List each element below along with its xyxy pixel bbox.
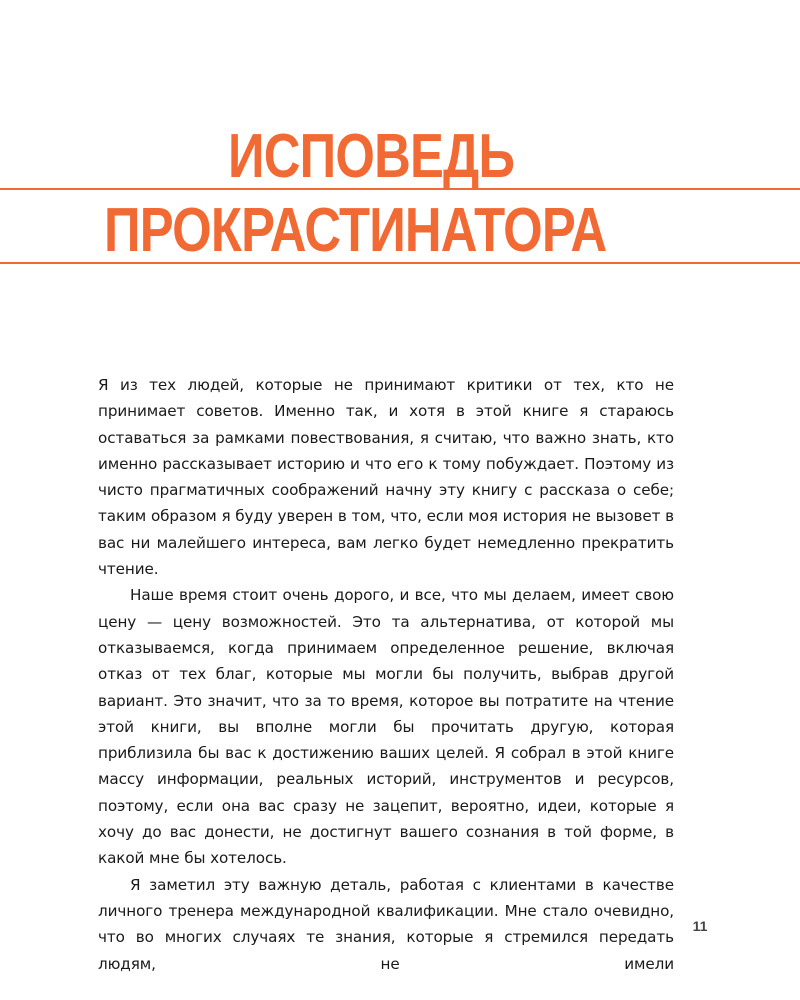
body-text (98, 372, 674, 977)
chapter-title-line-1: ИСПОВЕДЬ (228, 122, 515, 191)
chapter-title-line-2: ПРОКРАСТИНАТОРА (104, 196, 607, 265)
paragraph-3: Я заметил эту важную деталь, работая с клиентами в качестве личного тренера международной квалификации. Мне стало очевидно, что во многих случаях те знания, которые я стремился передать людям, не имели (98, 875, 674, 973)
paragraph-2: Наше время стоит очень дорого, и все, что мы делаем, имеет свою цену — цену возможностей. Это та альтернатива, от которой мы отказываемся, когда принимаем определенное решение, включая отказ от тех благ, которые мы могли бы получить, выбрав другой вариант. Это значит, что за то время, которое вы потратите на чтение этой книги, вы вполне могли бы прочитать другую, которая приблизила бы вас к достижению ваших целей. Я собрал в этой книге массу информации, реальных историй, инструментов и ресурсов, поэтому, если она вас сразу не зацепит, вероятно, идеи, которые я хочу до вас донести, не достигнут вашего сознания в той форме, в какой мне бы хотелось. (98, 586, 674, 868)
paragraph-1: Я из тех людей, которые не принимают критики от тех, кто не принимает советов. Именно так, и хотя в этой книге я стараюсь оставаться за рамками повествования, я считаю, что важно знать, кто именно рассказывает историю и что его к тому побуждает. Поэтому из чисто прагматичных соображений начну эту книгу с рассказа о себе; таким образом я буду уверен в том, что, если моя история не вызовет в вас ни малейшего интереса, вам легко будет немедленно прекратить чтение. (98, 376, 674, 579)
page-number: 11 (692, 918, 708, 934)
